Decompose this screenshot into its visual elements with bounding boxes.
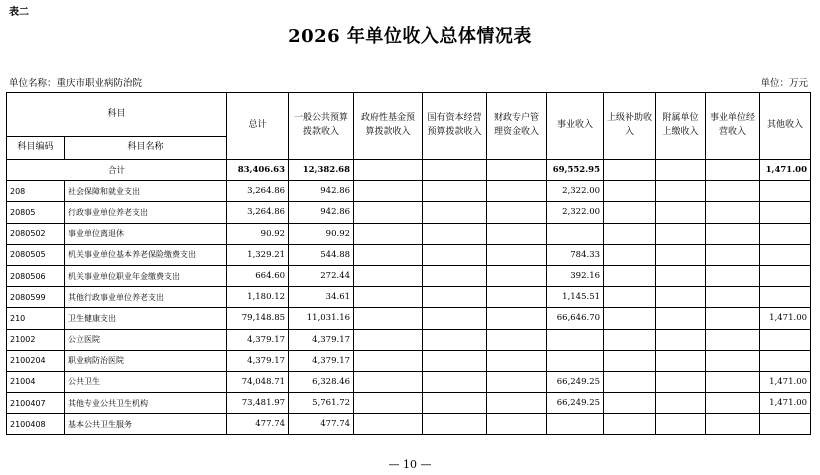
cell-value <box>354 393 423 414</box>
subject-code: 2080506 <box>7 265 65 286</box>
cell-value <box>354 181 423 202</box>
page-title: 2026 年单位收入总体情况表 <box>288 26 532 47</box>
subject-code: 20805 <box>7 202 65 223</box>
cell-value: 272.44 <box>289 265 354 286</box>
cell-value <box>656 414 706 435</box>
cell-value <box>760 202 811 223</box>
subject-code: 21002 <box>7 329 65 350</box>
header-subject-name: 科目名称 <box>65 137 227 160</box>
cell-value <box>656 329 706 350</box>
cell-value <box>706 223 760 244</box>
cell-value <box>547 329 604 350</box>
cell-value: 73,481.97 <box>227 393 289 414</box>
cell-value <box>547 414 604 435</box>
cell-value: 942.86 <box>289 202 354 223</box>
cell-value: 4,379.17 <box>289 329 354 350</box>
cell-value <box>706 414 760 435</box>
cell-value <box>706 287 760 308</box>
subject-name: 其他行政事业单位养老支出 <box>65 287 227 308</box>
cell-value: 74,048.71 <box>227 371 289 392</box>
cell-value <box>656 308 706 329</box>
cell-value <box>354 223 423 244</box>
cell-value <box>354 308 423 329</box>
subject-code: 2080502 <box>7 223 65 244</box>
document-label: 表二 <box>9 7 29 18</box>
cell-value <box>423 244 487 265</box>
cell-value <box>656 223 706 244</box>
header-col-general-budget: 一般公共预算拨款收入 <box>289 93 354 160</box>
table-row <box>7 265 811 286</box>
cell-value <box>656 287 706 308</box>
cell-value <box>706 329 760 350</box>
cell-value <box>706 350 760 371</box>
header-col-business-income: 事业收入 <box>547 93 604 160</box>
cell-value <box>423 350 487 371</box>
cell-value <box>706 308 760 329</box>
cell-value <box>706 371 760 392</box>
subject-name: 机关事业单位基本养老保险缴费支出 <box>65 244 227 265</box>
cell-value <box>487 287 547 308</box>
subject-code: 2100407 <box>7 393 65 414</box>
header-col-gov-fund: 政府性基金预算拨款收入 <box>354 93 423 160</box>
cell-value <box>604 414 656 435</box>
table-row <box>7 287 811 308</box>
total-value: 69,552.95 <box>547 160 604 181</box>
table-row <box>7 329 811 350</box>
total-label: 合计 <box>7 160 227 181</box>
cell-value: 90.92 <box>227 223 289 244</box>
header-col-operating-income: 事业单位经营收入 <box>706 93 760 160</box>
cell-value: 6,328.46 <box>289 371 354 392</box>
cell-value <box>423 308 487 329</box>
cell-value: 477.74 <box>289 414 354 435</box>
cell-value <box>656 393 706 414</box>
unit-name: 单位名称：重庆市职业病防治院 <box>9 78 143 89</box>
cell-value <box>487 265 547 286</box>
unit-measure: 单位：万元 <box>760 78 808 89</box>
cell-value <box>423 329 487 350</box>
cell-value <box>487 393 547 414</box>
subject-name: 行政事业单位养老支出 <box>65 202 227 223</box>
total-value: 1,471.00 <box>760 160 811 181</box>
subject-name: 卫生健康支出 <box>65 308 227 329</box>
cell-value: 664.60 <box>227 265 289 286</box>
subject-name: 职业病防治医院 <box>65 350 227 371</box>
cell-value: 66,249.25 <box>547 371 604 392</box>
cell-value <box>604 350 656 371</box>
cell-value <box>423 181 487 202</box>
table-row <box>7 244 811 265</box>
cell-value <box>487 414 547 435</box>
cell-value <box>604 181 656 202</box>
cell-value <box>656 181 706 202</box>
cell-value <box>656 244 706 265</box>
cell-value <box>354 350 423 371</box>
cell-value <box>706 393 760 414</box>
header-col-special-account: 财政专户管理资金收入 <box>487 93 547 160</box>
cell-value <box>760 414 811 435</box>
income-table <box>6 92 811 435</box>
cell-value <box>354 287 423 308</box>
cell-value <box>354 329 423 350</box>
cell-value <box>760 223 811 244</box>
cell-value: 4,379.17 <box>227 350 289 371</box>
cell-value <box>706 244 760 265</box>
cell-value: 1,180.12 <box>227 287 289 308</box>
cell-value <box>423 223 487 244</box>
cell-value: 544.88 <box>289 244 354 265</box>
subject-name: 基本公共卫生服务 <box>65 414 227 435</box>
cell-value <box>487 329 547 350</box>
cell-value <box>604 202 656 223</box>
cell-value: 3,264.86 <box>227 181 289 202</box>
cell-value <box>760 329 811 350</box>
table-row <box>7 308 811 329</box>
total-value: 83,406.63 <box>227 160 289 181</box>
subject-code: 21004 <box>7 371 65 392</box>
subject-name: 公共卫生 <box>65 371 227 392</box>
subject-code: 210 <box>7 308 65 329</box>
cell-value <box>760 265 811 286</box>
cell-value <box>354 244 423 265</box>
cell-value <box>487 350 547 371</box>
cell-value <box>760 181 811 202</box>
cell-value: 66,646.70 <box>547 308 604 329</box>
cell-value: 2,322.00 <box>547 181 604 202</box>
table-row <box>7 223 811 244</box>
cell-value <box>706 265 760 286</box>
subject-name: 社会保障和就业支出 <box>65 181 227 202</box>
cell-value <box>487 223 547 244</box>
cell-value <box>604 223 656 244</box>
cell-value: 1,145.51 <box>547 287 604 308</box>
total-value <box>354 160 423 181</box>
total-value: 12,382.68 <box>289 160 354 181</box>
cell-value <box>604 393 656 414</box>
cell-value <box>604 308 656 329</box>
header-col-total: 总计 <box>227 93 289 160</box>
cell-value: 79,148.85 <box>227 308 289 329</box>
cell-value: 942.86 <box>289 181 354 202</box>
header-subject-code: 科目编码 <box>7 137 65 160</box>
cell-value <box>487 308 547 329</box>
cell-value: 477.74 <box>227 414 289 435</box>
cell-value: 3,264.86 <box>227 202 289 223</box>
total-value <box>487 160 547 181</box>
subject-code: 2100408 <box>7 414 65 435</box>
table-row <box>7 350 811 371</box>
total-value <box>706 160 760 181</box>
cell-value <box>487 244 547 265</box>
cell-value <box>423 414 487 435</box>
cell-value: 1,471.00 <box>760 371 811 392</box>
cell-value: 11,031.16 <box>289 308 354 329</box>
subject-code: 208 <box>7 181 65 202</box>
cell-value <box>423 265 487 286</box>
cell-value <box>423 371 487 392</box>
cell-value <box>423 202 487 223</box>
cell-value <box>760 287 811 308</box>
cell-value <box>604 329 656 350</box>
table-row <box>7 414 811 435</box>
cell-value: 5,761.72 <box>289 393 354 414</box>
cell-value <box>487 181 547 202</box>
table-row <box>7 371 811 392</box>
cell-value <box>354 371 423 392</box>
header-col-superior-subsidy: 上级补助收入 <box>604 93 656 160</box>
subject-name: 其他专业公共卫生机构 <box>65 393 227 414</box>
cell-value <box>656 350 706 371</box>
header-subject: 科目 <box>7 93 227 137</box>
cell-value <box>487 371 547 392</box>
cell-value <box>547 350 604 371</box>
cell-value: 90.92 <box>289 223 354 244</box>
cell-value <box>423 393 487 414</box>
header-col-other-income: 其他收入 <box>760 93 811 160</box>
header-col-state-capital: 国有资本经营预算拨款收入 <box>423 93 487 160</box>
cell-value <box>423 287 487 308</box>
subject-code: 2080505 <box>7 244 65 265</box>
cell-value <box>760 244 811 265</box>
cell-value <box>706 181 760 202</box>
header-col-affiliate-income: 附属单位上缴收入 <box>656 93 706 160</box>
total-value <box>604 160 656 181</box>
total-value <box>656 160 706 181</box>
page-number: — 10 — <box>388 458 432 471</box>
cell-value: 784.33 <box>547 244 604 265</box>
cell-value <box>487 202 547 223</box>
cell-value: 4,379.17 <box>289 350 354 371</box>
cell-value: 2,322.00 <box>547 202 604 223</box>
table-row <box>7 202 811 223</box>
cell-value: 392.16 <box>547 265 604 286</box>
cell-value <box>656 371 706 392</box>
total-row <box>7 160 811 181</box>
cell-value <box>354 202 423 223</box>
subject-name: 事业单位离退休 <box>65 223 227 244</box>
cell-value <box>354 265 423 286</box>
cell-value: 66,249.25 <box>547 393 604 414</box>
cell-value: 1,471.00 <box>760 308 811 329</box>
cell-value: 1,329.21 <box>227 244 289 265</box>
cell-value <box>604 265 656 286</box>
cell-value <box>604 371 656 392</box>
cell-value <box>354 414 423 435</box>
subject-name: 公立医院 <box>65 329 227 350</box>
cell-value <box>706 202 760 223</box>
subject-code: 2100204 <box>7 350 65 371</box>
total-value <box>423 160 487 181</box>
cell-value: 4,379.17 <box>227 329 289 350</box>
cell-value <box>547 223 604 244</box>
table-row <box>7 393 811 414</box>
cell-value: 34.61 <box>289 287 354 308</box>
cell-value <box>760 350 811 371</box>
table-body <box>7 160 811 435</box>
subject-code: 2080599 <box>7 287 65 308</box>
cell-value <box>656 202 706 223</box>
table-row <box>7 181 811 202</box>
cell-value <box>656 265 706 286</box>
cell-value: 1,471.00 <box>760 393 811 414</box>
subject-name: 机关事业单位职业年金缴费支出 <box>65 265 227 286</box>
cell-value <box>604 244 656 265</box>
cell-value <box>604 287 656 308</box>
